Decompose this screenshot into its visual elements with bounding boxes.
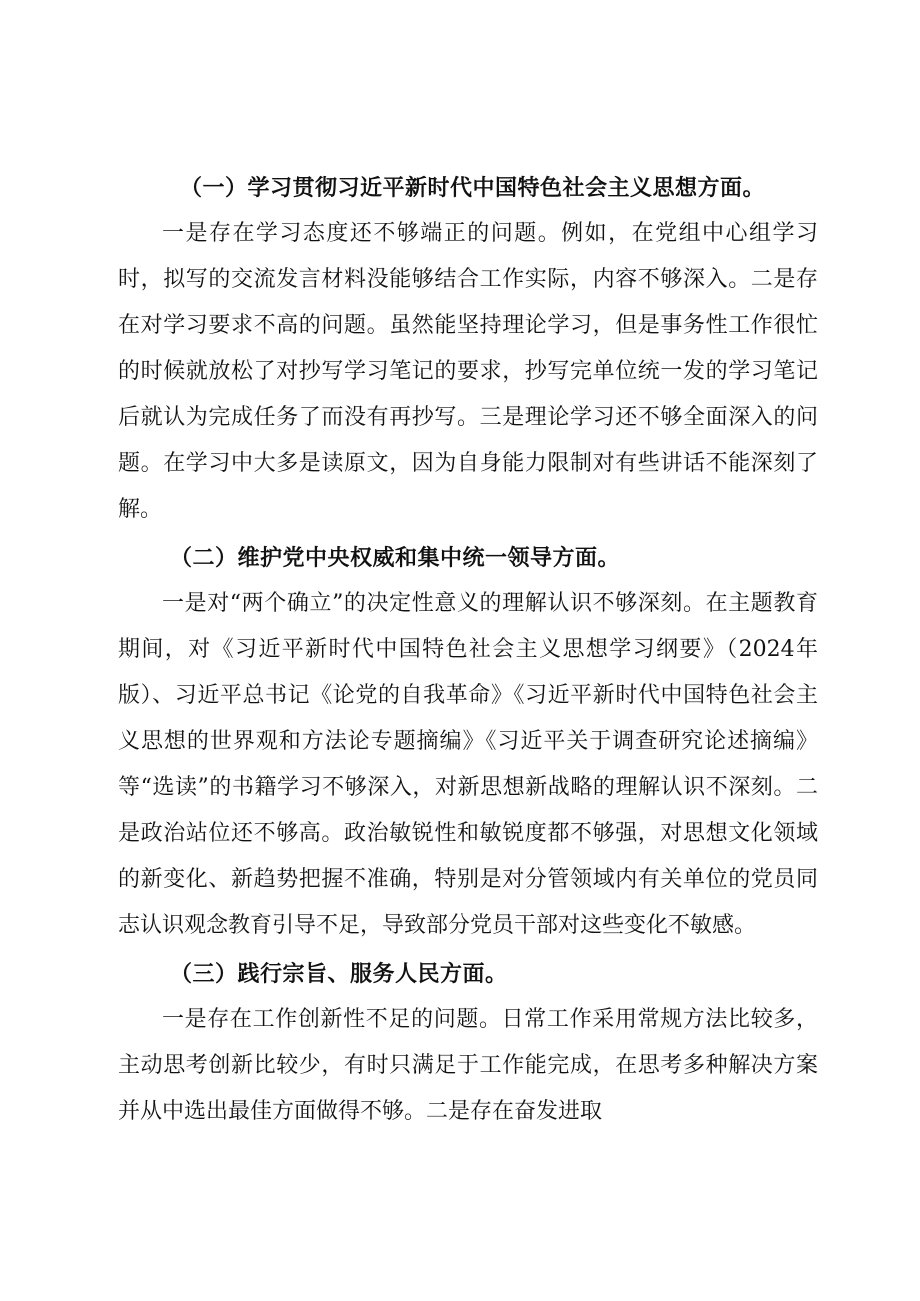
section-heading-1: （一）学习贯彻习近平新时代中国特色社会主义思想方面。 — [180, 175, 766, 201]
section-paragraph-2: 一是对“两个确立”的决定性意义的理解认识不够深刻。在主题教育期间，对《习近平新时代中国特色社会主义思想学习纲要》（2024年版）、习近平总书记《论党的自我革命》《习近平新时代中国特色社会主义思想的世界观和方法论专题摘编》《习近平关于调查研究论述摘编》等“选读”的书籍学习不够深入，对新思想新战略的理解认识不深刻。二是政治站位还不够高。政治敏锐性和敏锐度都不够强，对思想文化领域的新变化、新趋势把握不准确，特别是对分管领域内有关单位的党员同志认识观念教育引导不足，导致部分党员干部对这些变化不敏感。 — [118, 591, 818, 938]
document-body — [118, 165, 818, 1135]
section-paragraph-1: 一是存在学习态度还不够端正的问题。例如，在党组中心组学习时，拟写的交流发言材料没能够结合工作实际，内容不够深入。二是存在对学习要求不高的问题。虽然能坚持理论学习，但是事务性工作很忙的时候就放松了对抄写学习笔记的要求，抄写完单位统一发的学习笔记后就认为完成任务了而没有再抄写。三是理论学习还不够全面深入的问题。在学习中大多是读原文，因为自身能力限制对有些讲话不能深刻了解。 — [118, 221, 818, 522]
section-paragraph-3: 一是存在工作创新性不足的问题。日常工作采用常规方法比较多，主动思考创新比较少，有时只满足于工作能完成，在思考多种解决方案并从中选出最佳方面做得不够。二是存在奋发进取 — [118, 1007, 818, 1124]
section-heading-3: （三）践行宗旨、服务人民方面。 — [170, 961, 508, 987]
section-heading-2: （二）维护党中央权威和集中统一领导方面。 — [170, 545, 621, 571]
